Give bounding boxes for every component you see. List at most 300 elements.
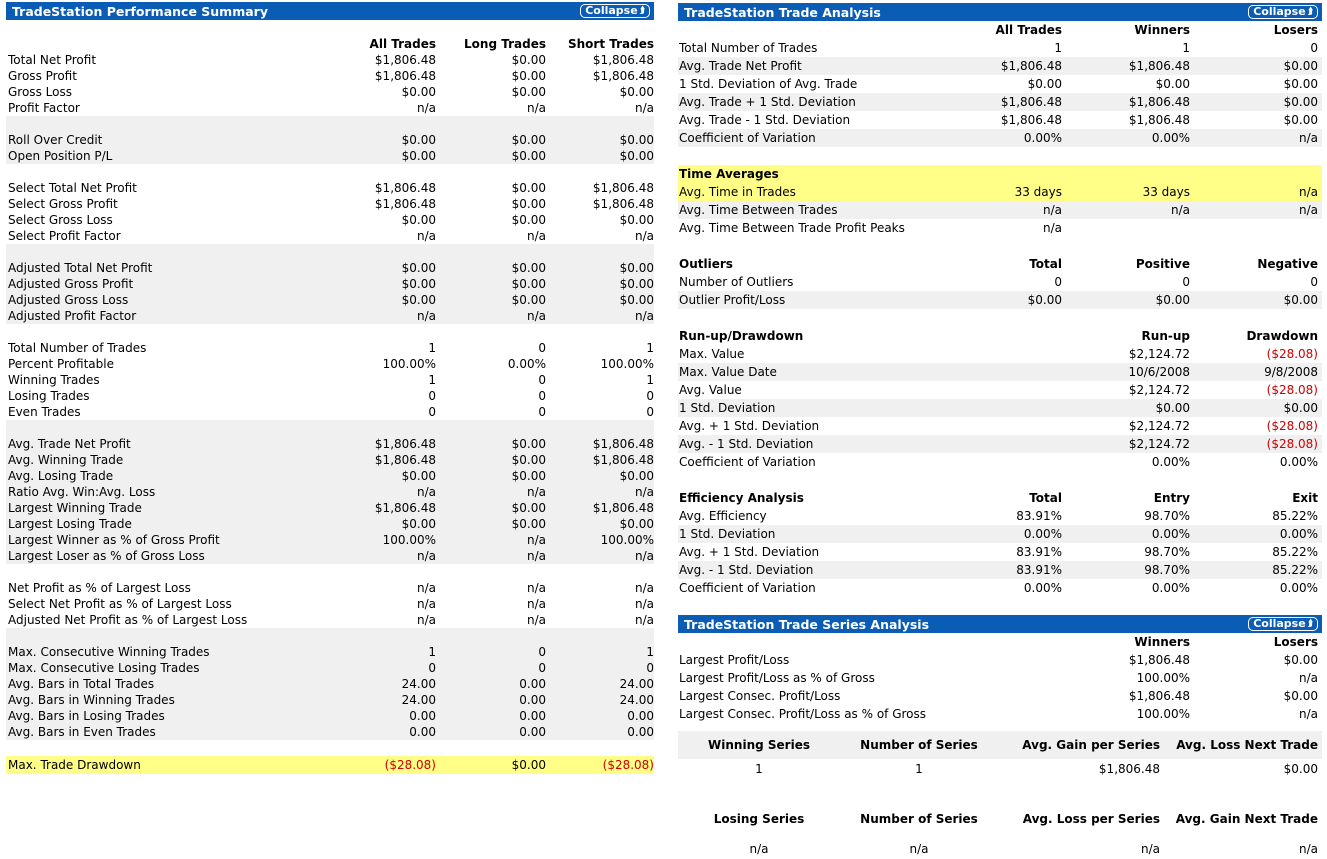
row-value: $0.00	[401, 261, 436, 275]
table-row	[678, 687, 1322, 705]
column-header: Losing Series	[713, 812, 805, 826]
row-value: 0.00%	[1279, 581, 1318, 595]
row-value: ($28.08)	[602, 758, 654, 772]
row-label: Max. Trade Drawdown	[8, 758, 141, 772]
row-value: n/a	[634, 581, 654, 595]
table-row	[6, 308, 654, 324]
row-label: Largest Loser as % of Gross Loss	[8, 549, 205, 563]
column-header: Positive	[1135, 257, 1190, 271]
table-row	[678, 219, 1322, 237]
row-value: 100.00%	[600, 357, 654, 371]
trade-series-title: TradeStation Trade Series Analysis	[684, 616, 930, 632]
trade-analysis-panel	[678, 3, 1322, 597]
table-row	[678, 543, 1322, 561]
table-row	[678, 453, 1322, 471]
row-value: n/a	[1298, 185, 1318, 199]
winning-series-values	[678, 759, 1322, 779]
row-value: $0.00	[401, 277, 436, 291]
row-value: $1,806.48	[374, 437, 436, 451]
series-value: $0.00	[1283, 762, 1318, 776]
row-value: 0	[538, 661, 546, 675]
table-row	[6, 644, 654, 660]
row-value: $0.00	[511, 53, 546, 67]
row-value: 85.22%	[1272, 563, 1318, 577]
row-value: $0.00	[511, 517, 546, 531]
row-label: Max. Value Date	[679, 365, 777, 379]
row-value: $1,806.48	[592, 53, 654, 67]
row-label: Max. Value	[679, 347, 745, 361]
table-row	[6, 68, 654, 84]
row-value: n/a	[416, 597, 436, 611]
row-value: 0.00%	[1279, 455, 1318, 469]
row-value: $0.00	[511, 213, 546, 227]
row-value: 10/6/2008	[1128, 365, 1190, 379]
row-label: Avg. Time Between Trade Profit Peaks	[679, 221, 905, 235]
row-label: Largest Consec. Profit/Loss as % of Gross	[679, 707, 927, 721]
table-row	[678, 669, 1322, 687]
row-value: 100.00%	[1136, 707, 1190, 721]
table-row	[678, 417, 1322, 435]
chevron-up-icon: ⮭	[1307, 7, 1313, 17]
row-value: n/a	[526, 613, 546, 627]
row-label: Coefficient of Variation	[679, 455, 816, 469]
row-value: $0.00	[1155, 293, 1190, 307]
row-value: $0.00	[619, 261, 654, 275]
row-label: Avg. Losing Trade	[8, 469, 114, 483]
row-value: n/a	[416, 549, 436, 563]
row-label: Avg. Bars in Winning Trades	[8, 693, 175, 707]
row-value: 100.00%	[1136, 671, 1190, 685]
row-label: Open Position P/L	[8, 149, 113, 163]
table-row	[6, 580, 654, 596]
row-label: Percent Profitable	[8, 357, 114, 371]
table-row	[678, 525, 1322, 543]
row-value: n/a	[1298, 203, 1318, 217]
row-label: Select Net Profit as % of Largest Loss	[8, 597, 232, 611]
table-row	[678, 579, 1322, 597]
performance-summary-column-headers	[6, 36, 654, 52]
time-averages-section	[678, 183, 1322, 237]
table-row	[6, 132, 654, 148]
column-header: Number of Series	[860, 812, 978, 826]
row-value: 0.00	[519, 709, 546, 723]
row-value: 0.00	[627, 725, 654, 739]
row-label: Total Number of Trades	[679, 41, 818, 55]
row-value: $0.00	[401, 293, 436, 307]
row-value: n/a	[634, 309, 654, 323]
row-value: $0.00	[511, 85, 546, 99]
performance-summary-panel	[6, 2, 654, 774]
row-label: Coefficient of Variation	[679, 581, 816, 595]
row-value: $1,806.48	[592, 181, 654, 195]
row-value: $1,806.48	[374, 453, 436, 467]
row-label: Max. Consecutive Losing Trades	[8, 661, 200, 675]
row-value: $0.00	[511, 261, 546, 275]
row-value: 85.22%	[1272, 509, 1318, 523]
row-value: 100.00%	[382, 357, 436, 371]
row-value: 0	[428, 661, 436, 675]
row-value: $1,806.48	[1128, 689, 1190, 703]
row-value: $2,124.72	[1128, 437, 1190, 451]
row-value: 33 days	[1142, 185, 1190, 199]
row-label: Avg. + 1 Std. Deviation	[679, 419, 820, 433]
series-value: n/a	[909, 842, 929, 856]
row-value: 0.00	[409, 725, 436, 739]
row-value: $1,806.48	[374, 501, 436, 515]
row-value: 33 days	[1014, 185, 1062, 199]
row-value: 0	[646, 389, 654, 403]
row-value: 0	[1310, 275, 1318, 289]
row-value: $1,806.48	[374, 197, 436, 211]
table-row	[678, 705, 1322, 723]
table-row	[678, 75, 1322, 93]
column-header: Long Trades	[464, 37, 546, 51]
series-value: n/a	[749, 842, 769, 856]
trade-analysis-title: TradeStation Trade Analysis	[684, 4, 881, 20]
table-row	[6, 484, 654, 500]
row-value: $0.00	[1283, 293, 1318, 307]
collapse-label: Collapse	[1253, 617, 1306, 630]
losing-series-headers	[678, 805, 1322, 833]
row-value: 0	[538, 373, 546, 387]
table-row	[6, 676, 654, 692]
table-row	[6, 532, 654, 548]
row-value: $0.00	[1283, 689, 1318, 703]
row-value: 0.00%	[1151, 581, 1190, 595]
row-value: n/a	[1298, 671, 1318, 685]
row-value: 1	[428, 341, 436, 355]
row-label: Select Profit Factor	[8, 229, 121, 243]
row-value: 0	[1310, 41, 1318, 55]
column-header: Avg. Loss Next Trade	[1176, 738, 1318, 752]
row-value: $2,124.72	[1128, 419, 1190, 433]
efficiency-analysis-header	[678, 489, 1322, 507]
column-header: Entry	[1153, 491, 1190, 505]
series-value: 1	[915, 762, 923, 776]
series-value: $1,806.48	[1098, 762, 1160, 776]
row-value: $0.00	[511, 277, 546, 291]
row-value: $0.00	[401, 149, 436, 163]
row-value: 0	[1182, 275, 1190, 289]
row-value: $0.00	[511, 469, 546, 483]
row-value: $0.00	[511, 501, 546, 515]
row-label: Avg. Trade + 1 Std. Deviation	[679, 95, 856, 109]
table-row	[6, 356, 654, 372]
row-label: Avg. Bars in Losing Trades	[8, 709, 165, 723]
table-row	[678, 291, 1322, 309]
row-value: $0.00	[401, 85, 436, 99]
row-value: 0.00%	[507, 357, 546, 371]
row-value: $1,806.48	[592, 69, 654, 83]
series-value: 1	[755, 762, 763, 776]
row-value: $0.00	[1283, 653, 1318, 667]
row-value: ($28.08)	[1266, 347, 1318, 361]
row-value: 0.00	[627, 709, 654, 723]
row-value: 83.91%	[1016, 563, 1062, 577]
table-row	[678, 381, 1322, 399]
row-label: Number of Outliers	[679, 275, 794, 289]
outliers-header	[678, 255, 1322, 273]
row-value: $1,806.48	[592, 453, 654, 467]
row-value: n/a	[526, 229, 546, 243]
row-label: Largest Winner as % of Gross Profit	[8, 533, 220, 547]
row-label: Coefficient of Variation	[679, 131, 816, 145]
row-label: Largest Losing Trade	[8, 517, 132, 531]
column-header: Exit	[1292, 491, 1318, 505]
column-header: Negative	[1257, 257, 1318, 271]
row-value: n/a	[526, 309, 546, 323]
row-value: 0.00%	[1279, 527, 1318, 541]
table-row	[678, 39, 1322, 57]
row-label: Avg. Trade Net Profit	[8, 437, 131, 451]
row-value: $1,806.48	[1128, 95, 1190, 109]
row-value: 100.00%	[382, 533, 436, 547]
row-value: n/a	[634, 101, 654, 115]
row-value: ($28.08)	[384, 758, 436, 772]
row-value: $0.00	[401, 133, 436, 147]
row-value: $0.00	[1283, 113, 1318, 127]
row-value: n/a	[1042, 221, 1062, 235]
column-header: Short Trades	[567, 37, 654, 51]
table-row	[6, 276, 654, 292]
row-label: Total Net Profit	[8, 53, 97, 67]
row-value: $1,806.48	[1128, 653, 1190, 667]
row-value: ($28.08)	[1266, 383, 1318, 397]
row-value: $1,806.48	[1000, 113, 1062, 127]
row-value: 24.00	[401, 677, 436, 691]
row-label: Avg. + 1 Std. Deviation	[679, 545, 820, 559]
column-header: Winners	[1134, 635, 1190, 649]
table-row	[6, 372, 654, 388]
column-header: Avg. Gain per Series	[1022, 738, 1160, 752]
row-label: Avg. Efficiency	[679, 509, 767, 523]
row-value: 24.00	[619, 677, 654, 691]
row-value: $1,806.48	[1128, 59, 1190, 73]
row-value: $0.00	[619, 517, 654, 531]
row-value: $0.00	[511, 133, 546, 147]
row-label: Largest Winning Trade	[8, 501, 142, 515]
row-value: n/a	[1042, 203, 1062, 217]
performance-summary-body	[6, 52, 654, 756]
trade-analysis-collapse-button[interactable]	[1248, 5, 1318, 19]
table-row	[6, 612, 654, 628]
row-value: $0.00	[1283, 95, 1318, 109]
table-row	[678, 651, 1322, 669]
table-row	[678, 111, 1322, 129]
row-value: 0	[538, 645, 546, 659]
losing-series-values	[678, 839, 1322, 859]
row-label: 1 Std. Deviation of Avg. Trade	[679, 77, 858, 91]
row-value: $1,806.48	[374, 181, 436, 195]
row-value: 0	[428, 405, 436, 419]
row-value: $0.00	[401, 213, 436, 227]
row-value: 0	[538, 405, 546, 419]
row-value: $1,806.48	[592, 501, 654, 515]
row-label: Even Trades	[8, 405, 81, 419]
row-value: $1,806.48	[592, 197, 654, 211]
row-value: $0.00	[619, 469, 654, 483]
table-row	[678, 183, 1322, 201]
row-value: 0.00	[519, 725, 546, 739]
row-label: Total Number of Trades	[8, 341, 147, 355]
row-value: n/a	[634, 613, 654, 627]
row-label: 1 Std. Deviation	[679, 527, 776, 541]
row-value: $0.00	[1283, 77, 1318, 91]
row-label: Outlier Profit/Loss	[679, 293, 786, 307]
row-value: $1,806.48	[374, 69, 436, 83]
table-row	[678, 363, 1322, 381]
performance-summary-header	[6, 2, 654, 20]
row-value: $0.00	[619, 277, 654, 291]
row-value: $0.00	[401, 517, 436, 531]
row-value: $0.00	[619, 213, 654, 227]
row-label: Roll Over Credit	[8, 133, 103, 147]
row-label: Largest Consec. Profit/Loss	[679, 689, 841, 703]
row-label: Adjusted Profit Factor	[8, 309, 137, 323]
max-trade-drawdown-row	[6, 756, 654, 774]
table-row	[678, 57, 1322, 75]
row-label: Ratio Avg. Win:Avg. Loss	[8, 485, 156, 499]
table-row	[6, 452, 654, 468]
row-label: Select Gross Loss	[8, 213, 113, 227]
row-value: $0.00	[511, 69, 546, 83]
row-value: $0.00	[1027, 293, 1062, 307]
collapse-label: Collapse	[585, 4, 638, 17]
row-value: n/a	[1170, 203, 1190, 217]
row-value: $1,806.48	[1000, 59, 1062, 73]
row-value: 98.70%	[1144, 509, 1190, 523]
runup-drawdown-section	[678, 345, 1322, 471]
row-value: $1,806.48	[1128, 113, 1190, 127]
row-label: Avg. - 1 Std. Deviation	[679, 563, 814, 577]
table-row	[6, 724, 654, 740]
row-label: Adjusted Gross Loss	[8, 293, 129, 307]
column-header: Run-up	[1141, 329, 1190, 343]
row-value: $0.00	[511, 437, 546, 451]
winning-series-headers	[678, 731, 1322, 759]
row-value: $0.00	[619, 293, 654, 307]
row-value: 1	[428, 373, 436, 387]
table-row	[6, 292, 654, 308]
row-value: $0.00	[1027, 77, 1062, 91]
row-value: 0.00	[519, 693, 546, 707]
row-value: $0.00	[1283, 59, 1318, 73]
chevron-up-icon: ⮭	[1307, 619, 1313, 629]
section-title: Outliers	[679, 257, 733, 271]
row-label: Avg. Winning Trade	[8, 453, 124, 467]
time-averages-header	[678, 165, 1322, 183]
row-value: 1	[1054, 41, 1062, 55]
table-row	[678, 93, 1322, 111]
row-value: n/a	[634, 229, 654, 243]
column-header: Avg. Loss per Series	[1022, 812, 1160, 826]
row-value: n/a	[416, 581, 436, 595]
table-row	[6, 596, 654, 612]
trade-series-column-headers	[678, 633, 1322, 651]
row-label: Losing Trades	[8, 389, 90, 403]
row-value: $2,124.72	[1128, 383, 1190, 397]
row-value: n/a	[416, 485, 436, 499]
table-row	[678, 129, 1322, 147]
row-label: Adjusted Gross Profit	[8, 277, 134, 291]
trade-analysis-header	[678, 3, 1322, 21]
row-value: 1	[646, 373, 654, 387]
row-value: $0.00	[401, 469, 436, 483]
efficiency-analysis-section	[678, 507, 1322, 597]
row-value: 0	[1054, 275, 1062, 289]
performance-summary-title: TradeStation Performance Summary	[12, 3, 268, 19]
row-value: $0.00	[1155, 401, 1190, 415]
row-value: $0.00	[1155, 77, 1190, 91]
column-header: Losers	[1273, 23, 1318, 37]
row-value: 1	[1182, 41, 1190, 55]
table-row	[678, 399, 1322, 417]
row-value: 1	[646, 645, 654, 659]
row-label: Winning Trades	[8, 373, 100, 387]
row-value: 24.00	[401, 693, 436, 707]
row-value: n/a	[526, 581, 546, 595]
row-value: $1,806.48	[1000, 95, 1062, 109]
row-label: Avg. Time Between Trades	[679, 203, 838, 217]
column-header: Losers	[1273, 635, 1318, 649]
row-value: n/a	[416, 309, 436, 323]
trade-series-panel	[678, 615, 1322, 859]
column-header: Drawdown	[1246, 329, 1318, 343]
row-value: n/a	[1298, 131, 1318, 145]
table-row	[678, 273, 1322, 291]
collapse-label: Collapse	[1253, 5, 1306, 18]
table-row	[6, 260, 654, 276]
trade-series-rows	[678, 651, 1322, 723]
trade-series-collapse-button[interactable]	[1248, 617, 1318, 631]
column-header: Total	[1029, 257, 1062, 271]
table-row	[6, 548, 654, 564]
row-value: 0	[538, 341, 546, 355]
performance-summary-collapse-button[interactable]	[580, 4, 650, 18]
row-value: n/a	[416, 229, 436, 243]
row-value: 1	[646, 341, 654, 355]
row-value: 98.70%	[1144, 563, 1190, 577]
row-value: n/a	[634, 597, 654, 611]
table-row	[6, 516, 654, 532]
row-label: Avg. Bars in Total Trades	[8, 677, 155, 691]
row-label: Gross Loss	[8, 85, 72, 99]
table-row	[6, 180, 654, 196]
row-value: $1,806.48	[592, 437, 654, 451]
row-value: $0.00	[511, 293, 546, 307]
row-label: Profit Factor	[8, 101, 80, 115]
table-row	[6, 692, 654, 708]
row-value: $0.00	[511, 758, 546, 772]
trades-section	[678, 39, 1322, 147]
row-value: $0.00	[511, 197, 546, 211]
row-value: $0.00	[619, 85, 654, 99]
column-header: All Trades	[369, 37, 436, 51]
row-value: n/a	[416, 613, 436, 627]
row-value: $0.00	[619, 133, 654, 147]
table-row	[6, 84, 654, 100]
table-row	[6, 436, 654, 452]
row-label: Avg. Value	[679, 383, 742, 397]
trade-analysis-column-headers	[678, 21, 1322, 39]
table-row	[6, 100, 654, 116]
row-value: $2,124.72	[1128, 347, 1190, 361]
row-value: n/a	[634, 549, 654, 563]
row-value: 85.22%	[1272, 545, 1318, 559]
table-row	[6, 660, 654, 676]
row-value: 0.00	[519, 677, 546, 691]
table-row	[6, 404, 654, 420]
